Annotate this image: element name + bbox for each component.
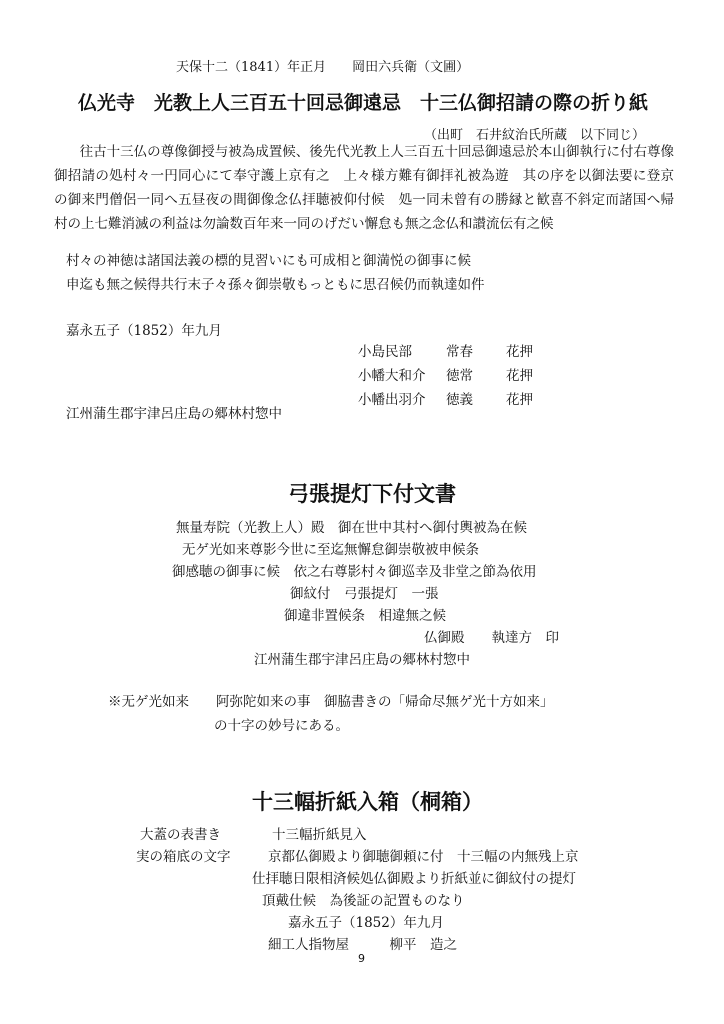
- doc3-title: 十三幅折紙入箱（桐箱）: [252, 790, 483, 814]
- signer-row: [358, 364, 533, 388]
- doc1-line2: 村々の神徳は諸国法義の標的見習いにも可成相と御満悦の御事に候: [66, 253, 471, 269]
- doc3-lid-text: 十三幅折紙見入: [272, 827, 367, 843]
- doc3-date: 嘉永五子（1852）年九月: [288, 915, 444, 931]
- doc2-addressee: 江州蒲生郡宇津呂庄島の郷林村惣中: [254, 652, 470, 668]
- doc2-note: ※无ゲ光如来 阿弥陀如来の事 御脇書きの「帰命尽無ゲ光十方如来」: [108, 694, 554, 710]
- doc2-line: 無量寿院（光教上人）殿 御在世中其村へ御付輿被為在候: [176, 520, 527, 536]
- signer-given: 常春: [446, 344, 473, 360]
- doc2-title: 弓張提灯下付文書: [288, 482, 456, 506]
- signer-mark: 花押: [506, 344, 533, 360]
- doc1-addressee: 江州蒲生郡宇津呂庄島の郷林村惣中: [66, 406, 282, 422]
- doc1-signers: [358, 340, 533, 412]
- page-number: 9: [358, 952, 365, 965]
- doc1-body: [54, 140, 674, 236]
- doc1-line3: 申迄も無之候得共行末子々孫々御崇敬もっともに思召候仍而執達如件: [66, 277, 485, 293]
- signer-given: 徳義: [446, 392, 473, 408]
- signer-row: [358, 340, 533, 364]
- signer-name: 小島民部: [358, 344, 412, 360]
- doc2-line: 无ゲ光如来尊影今世に至迄無懈怠御崇敬被申候条: [182, 542, 479, 558]
- doc2-line: 御感聴の御事に候 依之右尊影村々御巡幸及非堂之節為依用: [172, 564, 537, 580]
- doc3-bottom-label: 実の箱底の文字: [136, 849, 231, 865]
- signer-name: 小幡大和介: [358, 368, 426, 384]
- signer-given: 徳常: [446, 368, 473, 384]
- signer-name: 小幡出羽介: [358, 392, 426, 408]
- doc2-issuer: 仏御殿 執達方 印: [424, 630, 559, 646]
- doc1-header: 天保十二（1841）年正月 岡田六兵衛（文圃）: [176, 60, 470, 75]
- doc3-line: 頂戴仕候 為後証の記置ものなり: [262, 893, 465, 909]
- signer-mark: 花押: [506, 392, 533, 408]
- doc3-lid-label: 大蓋の表書き: [140, 827, 221, 843]
- doc1-source: （出町 石井紋治氏所蔵 以下同じ）: [424, 128, 646, 143]
- doc1-title: 仏光寺 光教上人三百五十回忌御遠忌 十三仏御招請の際の折り紙: [78, 92, 649, 114]
- doc2-line: 御違非置候条 相違無之候: [284, 608, 446, 624]
- doc3-maker: 細工人指物屋 柳平 造之: [268, 937, 457, 953]
- signer-row: [358, 388, 533, 412]
- signer-mark: 花押: [506, 368, 533, 384]
- doc3-bottom-text: 京都仏御殿より御聴御頼に付 十三幅の内無残上京: [268, 849, 579, 865]
- doc2-note-cont: の十字の妙号にある。: [214, 718, 349, 734]
- doc3-line: 仕拝聴日限相済候処仏御殿より折紙並に御紋付の提灯: [252, 871, 576, 887]
- doc1-body-text: 往古十三仏の尊像御授与被為成置候、後先代光教上人三百五十回忌御遠忌於本山御執行に付右尊像御招請の処村々一円同心にて奉守護上京有之 上々様方難有御拝礼被為遊 其の序を以御法要に登京の御来門僧侶一同へ五昼夜の間御像念仏拝聴被仰付候 処一同未曾有の勝縁と歓喜不斜定而諸国へ帰村の上七難消滅の利益は勿論数百年来一同のげだい懈怠も無之念仏和讃流伝有之候: [54, 144, 674, 232]
- doc2-line: 御紋付 弓張提灯 一張: [290, 586, 439, 602]
- doc1-date: 嘉永五子（1852）年九月: [66, 323, 222, 339]
